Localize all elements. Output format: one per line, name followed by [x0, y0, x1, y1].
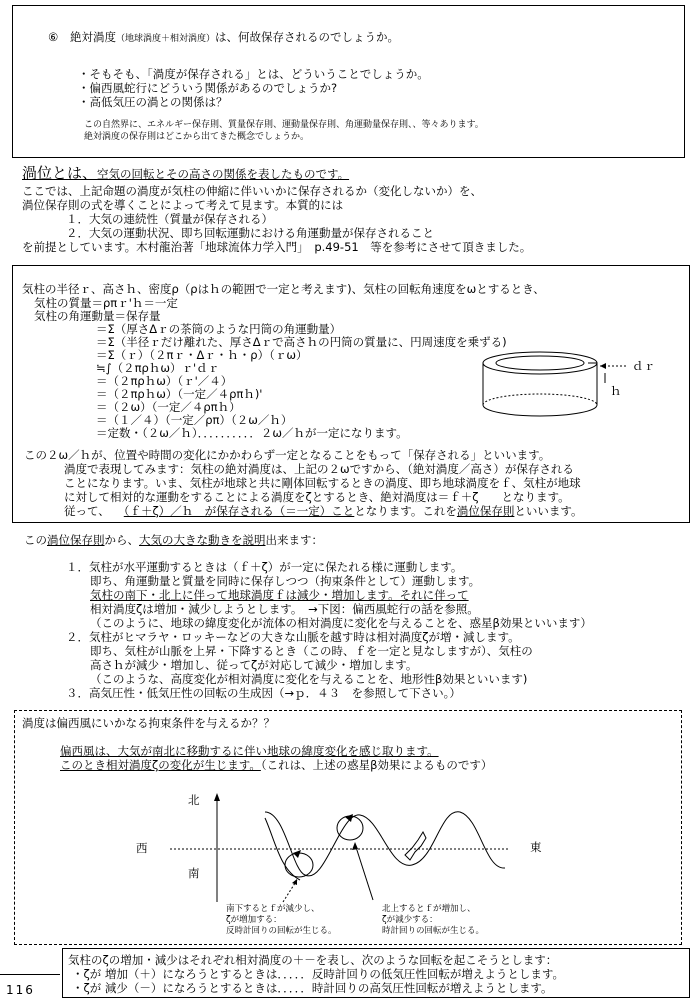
caption-right: 北上するとｆが増加し、 — [382, 904, 476, 914]
explain-item: 気柱の南下・北上に伴って地球渦度ｆは減少・増加します。それに伴って — [90, 588, 469, 602]
summary-line: ・ζが 増加（＋）になろうとするときは．．．．．反時計回りの低気圧性回転が増えようとします。 — [72, 967, 564, 981]
intro-line: 渦位保存則の式を導くことによって考えて見ます。本質的には — [22, 198, 344, 212]
intro-line: １．大気の連続性（質量が保存される） — [66, 212, 273, 226]
derivation-line: 気柱の角運動量＝保存量 — [34, 309, 161, 323]
equation-line: ＝Σ（厚さΔｒの茶筒のような円筒の角運動量） — [96, 322, 342, 336]
westerly-line: このとき相対渦度ζの変化が生じます。（これは、上述の惑星β効果によるものです） — [60, 758, 493, 772]
caption-left: 南下するとｆが減少し、 — [226, 904, 320, 914]
explain-item: ３．高気圧性・低気圧性の回転の生成因（→ｐ．４３ を参照して下さい。） — [66, 686, 461, 700]
derivation-paragraph: この２ω／ｈが、位置や時間の変化にかかわらず一定となることをもって「保存される」といいます。 — [24, 448, 551, 462]
equation-line: ＝（２πρｈω）（ｒ'／４） — [96, 374, 233, 388]
equation-line: ＝（１／４）（一定／ρπ）（２ω／ｈ） — [96, 413, 293, 427]
equation-line: ≒∫（２πρｈω）ｒ'ｄｒ — [96, 361, 220, 375]
summary-line: ・ζが 減少（－）になろうとするときは．．．．．時計回りの高気圧性回転が増えようとします。 — [72, 981, 553, 995]
question-note: 絶対渦度の保存則はどこから出てきた概念でしょうか。 — [84, 132, 310, 142]
intro-line: ここでは、上記命題の渦度が気柱の伸縮に伴いいかに保存されるか（変化しないか）を、 — [22, 184, 482, 198]
question-note: この自然界に、エネルギー保存則、質量保存則、運動量保存則、角運動量保存則、、等々あります。 — [84, 120, 484, 130]
east-label: 東 — [530, 840, 542, 854]
intro-line: ２．大気の運動状況、即ち回転運動における角運動量が保存されること — [66, 226, 434, 240]
page-number-rule — [0, 974, 60, 975]
explain-heading: この渦位保存則から、大気の大きな動きを説明出来ます： — [24, 533, 323, 547]
explain-item: 即ち、気柱が山脈を上昇・下降するとき（この時、ｆを一定と見なしますが）、気柱の — [90, 644, 533, 658]
explain-item: ２．気柱がヒマラヤ・ロッキーなどの大きな山脈を越す時は相対渦度ζが増・減します。 — [66, 630, 520, 644]
equation-line: ＝（２πρｈω）（一定／４ρπｈ)' — [96, 387, 263, 401]
question-number: ⑥ — [48, 30, 59, 44]
explain-item: １．気柱が水平運動するときは（ｆ＋ζ）が一定に保たれる様に運動します。 — [66, 560, 463, 574]
caption-left: ζが増加する： — [226, 915, 282, 925]
explain-item: （このような、高度変化が相対渦度に変化を与えることを、地形性β効果といいます) — [90, 672, 528, 686]
caption-right: ζが減少する： — [382, 915, 438, 925]
derivation-paragraph: に対して相対的な運動をすることによる渦度をζとするとき、絶対渦度は＝ｆ＋ζ となります。 — [64, 490, 570, 504]
question-bullet: ・そもそも、「渦度が保存される」とは、どういうことでしょうか。 — [78, 67, 429, 81]
caption-right: 時計回りの回転が生じる。 — [382, 926, 485, 936]
derivation-line: 気柱の半径ｒ、高さｈ、密度ρ（ρはｈの範囲で一定と考えます)、気柱の回転角速度をωとするとき、 — [22, 282, 545, 296]
westerly-title: 渦度は偏西風にいかなる拘束条件を与えるか？？ — [22, 716, 275, 730]
question-bullet: ・偏西風蛇行にどういう関係があるのでしょうか? — [78, 81, 338, 95]
equation-line: ＝Σ（半径ｒだけ離れた、厚さΔｒで高さｈの円筒の質量に、円周速度を乗ずる) — [96, 335, 507, 349]
explain-item: 相対渦度ζは増加・減少しようとします。 →下図：偏西風蛇行の話を参照。 — [90, 602, 479, 616]
summary-line: 気柱のζの増加・減少はそれぞれ相対渦度の＋－を表し、次のような回転を起こそうとします： — [68, 953, 558, 967]
derivation-line: 気柱の質量＝ρπｒ'ｈ＝一定 — [34, 296, 178, 310]
explain-item: 即ち、角運動量と質量を同時に保存しつつ（拘束条件として）運動します。 — [90, 574, 481, 588]
westerly-line: 偏西風は、大気が南北に移動するに伴い地球の緯度変化を感じ取ります。 — [60, 744, 439, 758]
intro-heading: 渦位とは、空気の回転とその高さの関係を表したものです。 — [22, 164, 350, 182]
dr-label: ｄｒ — [632, 359, 655, 373]
intro-line: を前提としています。木村龍治著「地球流体力学入門」 p.49-51 等を参考にさせて頂きました。 — [22, 240, 532, 254]
equation-line: ＝Σ（ｒ）（２πｒ・Δｒ・ｈ・ρ）（ｒω） — [96, 348, 308, 362]
question-title: ⑥ 絶対渦度（地球渦度＋相対渦度）は、何故保存されるのでしょうか。 — [48, 30, 399, 44]
derivation-conclusion: 従って、 （ｆ＋ζ）／ｈ が保存される（＝一定）こととなります。これを渦位保存則といいます。 — [64, 504, 583, 518]
south-label: 南 — [188, 866, 200, 880]
h-label: ｈ — [610, 384, 622, 398]
question-bullet: ・高低気圧の渦との関係は？ — [78, 95, 228, 109]
explain-item: 高さｈが減少・増加し、従ってζが対応して減少・増加します。 — [90, 658, 418, 672]
equation-line: ＝定数・（２ω／ｈ）．．．．．．．．．．２ω／ｈが一定になります。 — [96, 426, 408, 440]
caption-left: 反時計回りの回転が生じる。 — [226, 926, 337, 936]
derivation-paragraph: 渦度で表現してみます：気柱の絶対渦度は、上記の２ωですから、（絶対渦度／高さ）が保存される — [64, 462, 574, 476]
page-number: 116 — [6, 983, 35, 997]
west-label: 西 — [136, 841, 148, 855]
north-label: 北 — [188, 793, 200, 807]
explain-item: （このように、地球の緯度変化が流体の相対渦度に変化を与えることを、惑星β効果といいます） — [90, 616, 592, 630]
equation-line: ＝（２ω）（一定／４ρπｈ） — [96, 400, 241, 414]
derivation-paragraph: ことになります。いま、気柱が地球と共に剛体回転するときの渦度、即ち地球渦度をｆ、気柱が地球 — [64, 476, 581, 490]
